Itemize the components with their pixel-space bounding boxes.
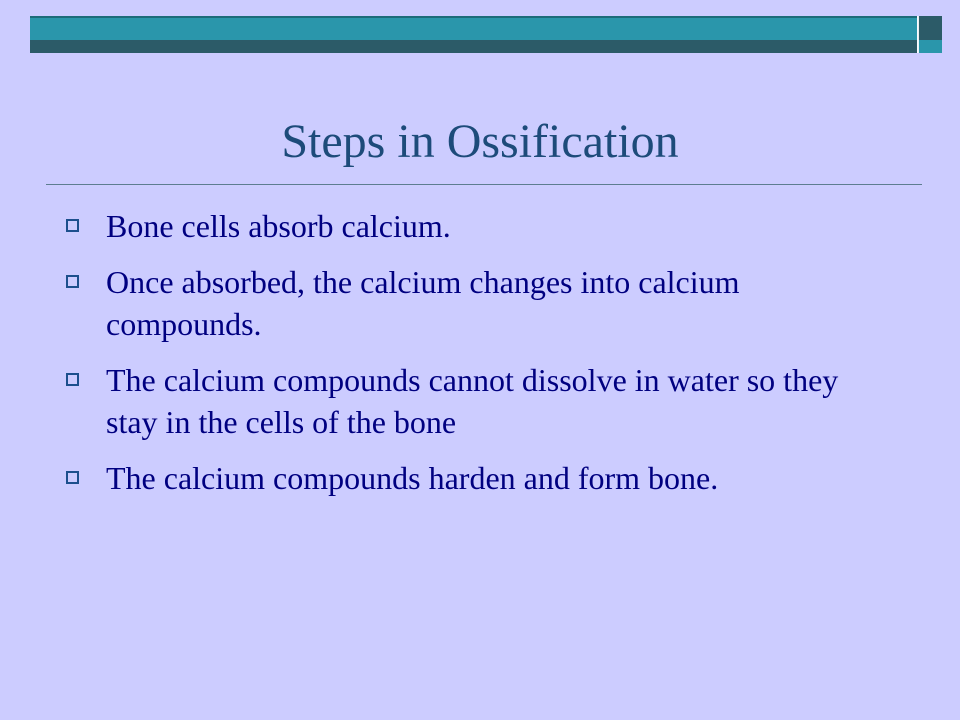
bullet-item (62, 261, 882, 345)
bullet-item (62, 359, 882, 443)
header-decoration (0, 0, 960, 72)
header-bar-bottom (30, 40, 917, 53)
bullet-item (62, 457, 882, 499)
bullet-item (62, 205, 882, 247)
header-square-top-right (918, 16, 942, 40)
header-divider (917, 16, 919, 53)
bullet-list (62, 205, 882, 513)
bullet-text: The calcium compounds harden and form bone. (106, 460, 719, 496)
header-bar-top (30, 16, 917, 40)
bullet-text: The calcium compounds cannot dissolve in water so they stay in the cells of the bone (106, 362, 839, 440)
hollow-square-bullet-icon (66, 219, 79, 232)
bullet-text: Bone cells absorb calcium. (106, 208, 451, 244)
title-rule (46, 184, 922, 185)
hollow-square-bullet-icon (66, 471, 79, 484)
slide-title: Steps in Ossification (281, 115, 679, 168)
bullet-text: Once absorbed, the calcium changes into calcium compounds. (106, 264, 740, 342)
header-square-bottom-right (918, 40, 942, 53)
hollow-square-bullet-icon (66, 373, 79, 386)
hollow-square-bullet-icon (66, 275, 79, 288)
